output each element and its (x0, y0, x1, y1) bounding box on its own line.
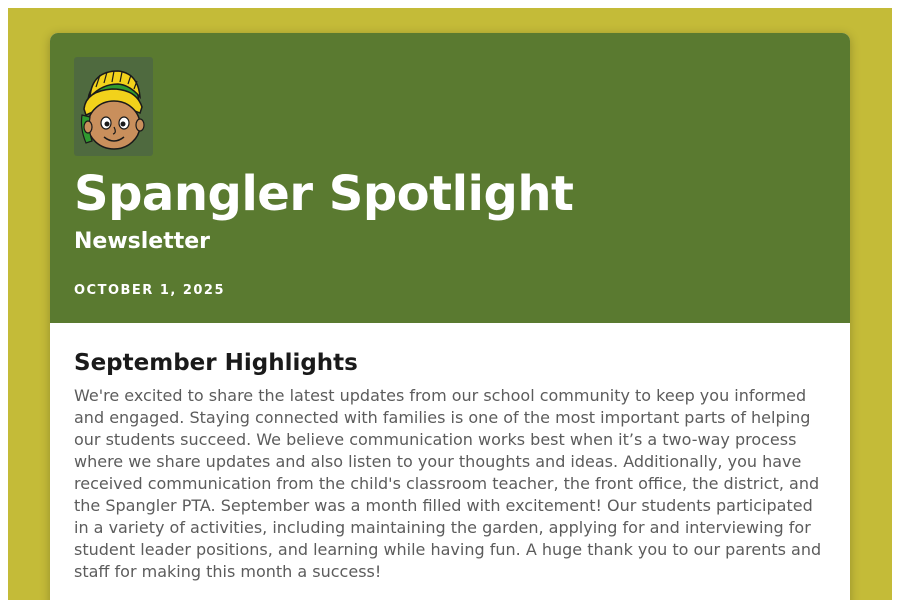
newsletter-card (50, 33, 850, 600)
page-background (8, 8, 892, 600)
spartan-mascot-icon (74, 57, 153, 156)
section-heading: September Highlights (74, 350, 358, 376)
newsletter-header (50, 33, 850, 323)
issue-date: OCTOBER 1, 2025 (74, 283, 226, 298)
section-body: We're excited to share the latest updates from our school community to keep you informed and engaged. Staying connected with families is one of the most important parts of helping our students succeed. We believe communication works best when it’s a two-way process where we share updates and also listen to your thoughts and ideas. Additionally, you have received communication from the child's classroom teacher, the front office, the district, and the Spangler PTA. September was a month filled with excitement! Our students participated in a variety of activities, including maintaining the garden, applying for and interviewing for student leader positions, and learning while having fun. A huge thank you to our parents and staff for making this month a success! (74, 386, 822, 581)
newsletter-subtitle: Newsletter (74, 229, 211, 254)
newsletter-content (50, 323, 850, 583)
newsletter-title: Spangler Spotlight (74, 166, 574, 222)
